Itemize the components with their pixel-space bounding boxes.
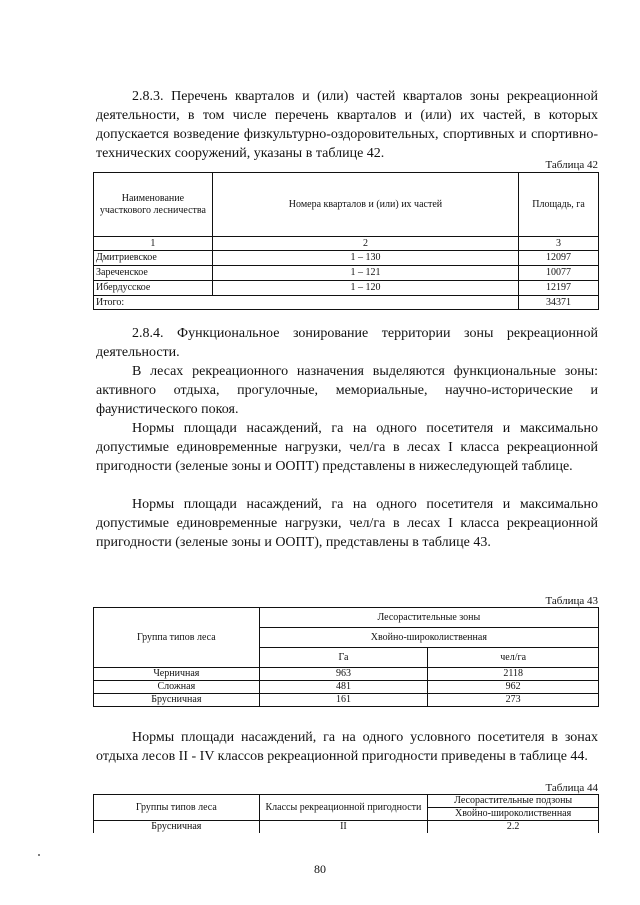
table-42-caption: Таблица 42 bbox=[545, 159, 598, 171]
table-header: Номера кварталов и (или) их частей bbox=[212, 173, 518, 237]
table-column-number: 3 bbox=[519, 237, 599, 251]
table-cell: Брусничная bbox=[94, 694, 260, 707]
paragraph-functional-zones: В лесах рекреационного назначения выделяются функциональные зоны: активного отдыха, прогулочные, мемориальные, научно-исторические и фаунистического покоя. bbox=[96, 364, 598, 417]
table-44 bbox=[93, 794, 599, 833]
table-cell: 273 bbox=[428, 694, 599, 707]
table-header: Га bbox=[259, 648, 428, 668]
total-label: Итого: bbox=[94, 296, 519, 310]
table-cell: 963 bbox=[259, 668, 428, 681]
table-header: Группы типов леса bbox=[94, 795, 260, 821]
table-43-caption: Таблица 43 bbox=[545, 595, 598, 607]
table-header: Наименование участкового лесничества bbox=[94, 173, 213, 237]
table-cell: Черничная bbox=[94, 668, 260, 681]
table-header: Хвойно-широколиственная bbox=[259, 628, 598, 648]
table-header: Площадь, га bbox=[519, 173, 599, 237]
table-cell: 12197 bbox=[519, 281, 599, 296]
table-row bbox=[94, 668, 599, 681]
table-cell: 1 – 121 bbox=[212, 266, 518, 281]
table-column-number: 1 bbox=[94, 237, 213, 251]
paragraph-2-8-4: 2.8.4. Функциональное зонирование территории зоны рекреационной деятельности. bbox=[96, 326, 598, 360]
table-43 bbox=[93, 607, 599, 707]
total-value: 34371 bbox=[519, 296, 599, 310]
table-cell: II bbox=[259, 821, 428, 834]
table-header: Лесорастительные подзоны bbox=[428, 795, 599, 808]
table-44-caption: Таблица 44 bbox=[545, 782, 598, 794]
table-cell: 161 bbox=[259, 694, 428, 707]
paragraph-norms-2: Нормы площади насаждений, га на одного посетителя и максимально допустимые единовременные нагрузки, чел/га в лесах I класса рекреационной пригодности (зеленые зоны и ООПТ), представлены в таблице 43. bbox=[96, 497, 598, 550]
table-header: чел/га bbox=[428, 648, 599, 668]
table-cell: 12097 bbox=[519, 251, 599, 266]
table-cell: Сложная bbox=[94, 681, 260, 694]
table-row bbox=[94, 681, 599, 694]
table-cell: 481 bbox=[259, 681, 428, 694]
table-total-row bbox=[94, 296, 599, 310]
table-cell: 1 – 120 bbox=[212, 281, 518, 296]
paragraph-2-8-3: 2.8.3. Перечень кварталов и (или) частей кварталов зоны рекреационной деятельности, в том числе перечень кварталов и (или) их частей, в которых допускается возведение физкультурно-оздоровительных, спортивных и спортивно-технических сооружений, указаны в таблице 42. bbox=[96, 89, 598, 161]
table-row bbox=[94, 266, 599, 281]
table-row bbox=[94, 281, 599, 296]
table-cell: Зареченское bbox=[94, 266, 213, 281]
table-column-number: 2 bbox=[212, 237, 518, 251]
table-header: Лесорастительные зоны bbox=[259, 608, 598, 628]
table-cell: 962 bbox=[428, 681, 599, 694]
table-cell: 1 – 130 bbox=[212, 251, 518, 266]
table-row bbox=[94, 694, 599, 707]
page-number: 80 bbox=[314, 862, 326, 876]
table-cell: Дмитриевское bbox=[94, 251, 213, 266]
table-42 bbox=[93, 172, 599, 310]
table-cell: 2118 bbox=[428, 668, 599, 681]
paragraph-norms-1: Нормы площади насаждений, га на одного посетителя и максимально допустимые единовременные нагрузки, чел/га в лесах I класса рекреационной пригодности (зеленые зоны и ООПТ) представлены в нижеследующей таблице. bbox=[96, 421, 598, 474]
table-cell: Ибердусское bbox=[94, 281, 213, 296]
table-cell: Брусничная bbox=[94, 821, 260, 834]
table-header: Группа типов леса bbox=[94, 608, 260, 668]
table-header: Классы рекреационной пригодности bbox=[259, 795, 428, 821]
table-header: Хвойно-широколиственная bbox=[428, 808, 599, 821]
table-cell: 10077 bbox=[519, 266, 599, 281]
table-cell: 2.2 bbox=[428, 821, 599, 834]
paragraph-norms-3: Нормы площади насаждений, га на одного условного посетителя в зонах отдыха лесов II - IV классов рекреационной пригодности приведены в таблице 44. bbox=[96, 730, 598, 764]
scan-dot bbox=[38, 854, 40, 856]
table-row bbox=[94, 251, 599, 266]
table-row bbox=[94, 821, 599, 834]
